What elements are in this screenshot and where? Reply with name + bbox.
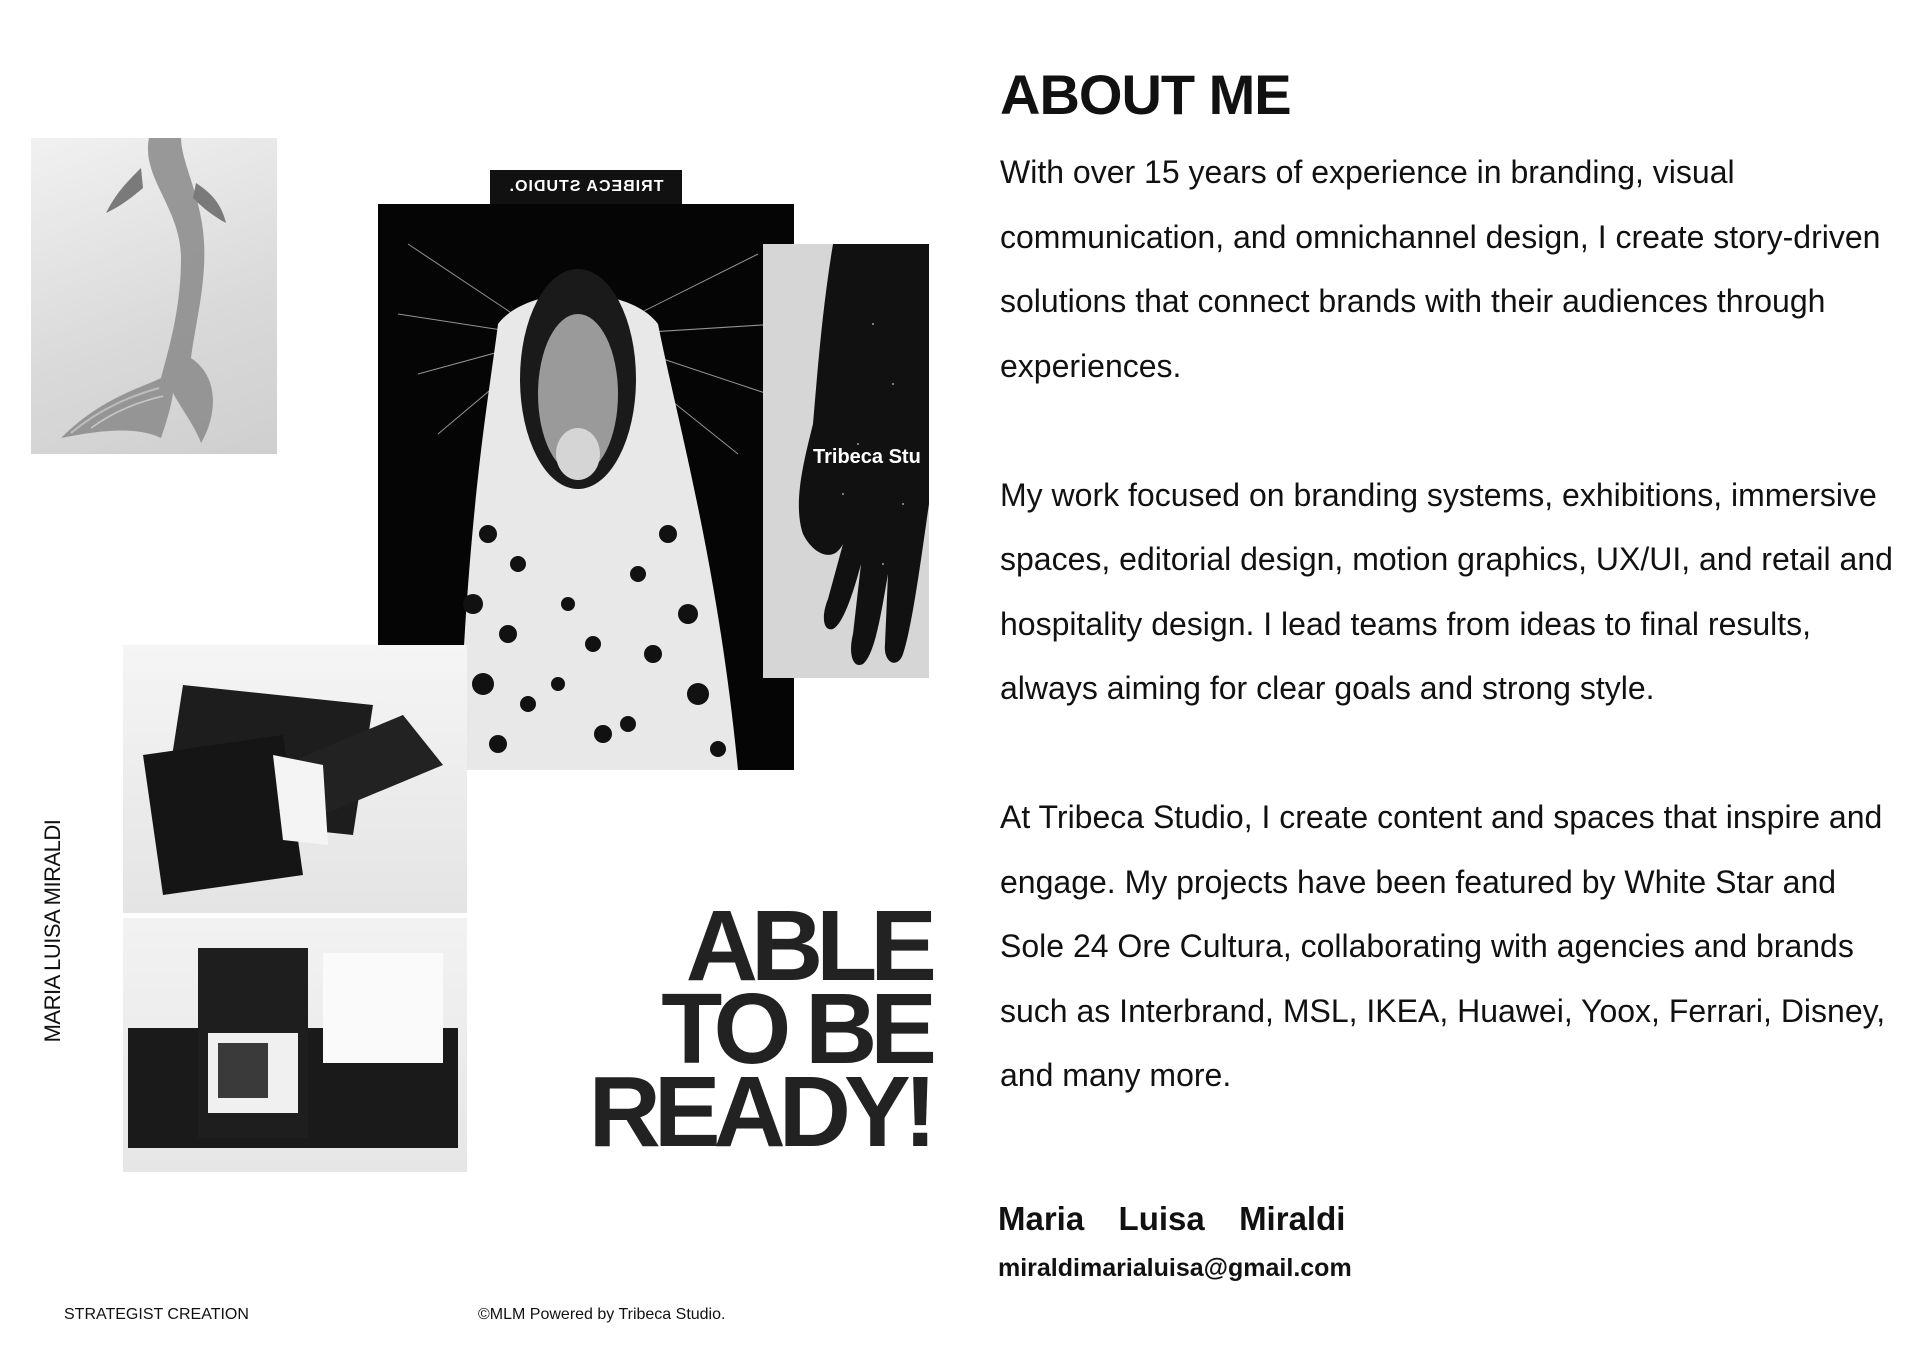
slogan <box>560 890 930 1168</box>
about-body <box>1000 140 1900 1108</box>
hand-poster-label: Tribeca Stu <box>813 446 921 468</box>
about-paragraph-2: My work focused on branding systems, exhibitions, immersive spaces, editorial design, motion graphics, UX/UI, and retail and hospitality design. I lead teams from ideas to final results, always aiming for clear goals and strong style. <box>1000 476 1893 706</box>
black-folder-icon <box>123 645 467 913</box>
slogan-line-2: TO BE <box>661 973 930 1085</box>
poster-tag: TRIBECA STUDIO. <box>490 170 682 204</box>
mermaid-tail-image <box>31 138 277 454</box>
about-paragraph-3: At Tribeca Studio, I create content and spaces that inspire and engage. My projects have been featured by White Star and Sole 24 Ore Cultura, collaborating with agencies and brands such as Interbrand, MSL, IKEA, Huawei, Yoox, Ferrari, Disney, and many more. <box>1000 799 1886 1093</box>
footer-copyright: ©MLM Powered by Tribeca Studio. <box>478 1306 726 1323</box>
mermaid-tail-icon <box>31 138 277 454</box>
hand-poster <box>763 244 929 678</box>
folder-photo-top <box>123 645 467 913</box>
about-title: ABOUT ME <box>1000 63 1291 126</box>
signature-name: Maria Luisa Miraldi <box>998 1200 1346 1237</box>
slogan-line-1: ABLE <box>685 890 930 1002</box>
slogan-line-3: READY! <box>588 1056 930 1168</box>
vertical-name: MARIA LUISA MIRALDI <box>40 819 65 1043</box>
folder-photo-bottom <box>123 918 467 1172</box>
signature-email[interactable]: miraldimarialuisa@gmail.com <box>998 1254 1352 1282</box>
open-folder-icon <box>123 918 467 1172</box>
about-paragraph-1: With over 15 years of experience in branding, visual communication, and omnichannel design, I create story-driven solutions that connect brands with their audiences through experiences. <box>1000 154 1881 384</box>
footer-left-text: STRATEGIST CREATION <box>64 1306 249 1323</box>
